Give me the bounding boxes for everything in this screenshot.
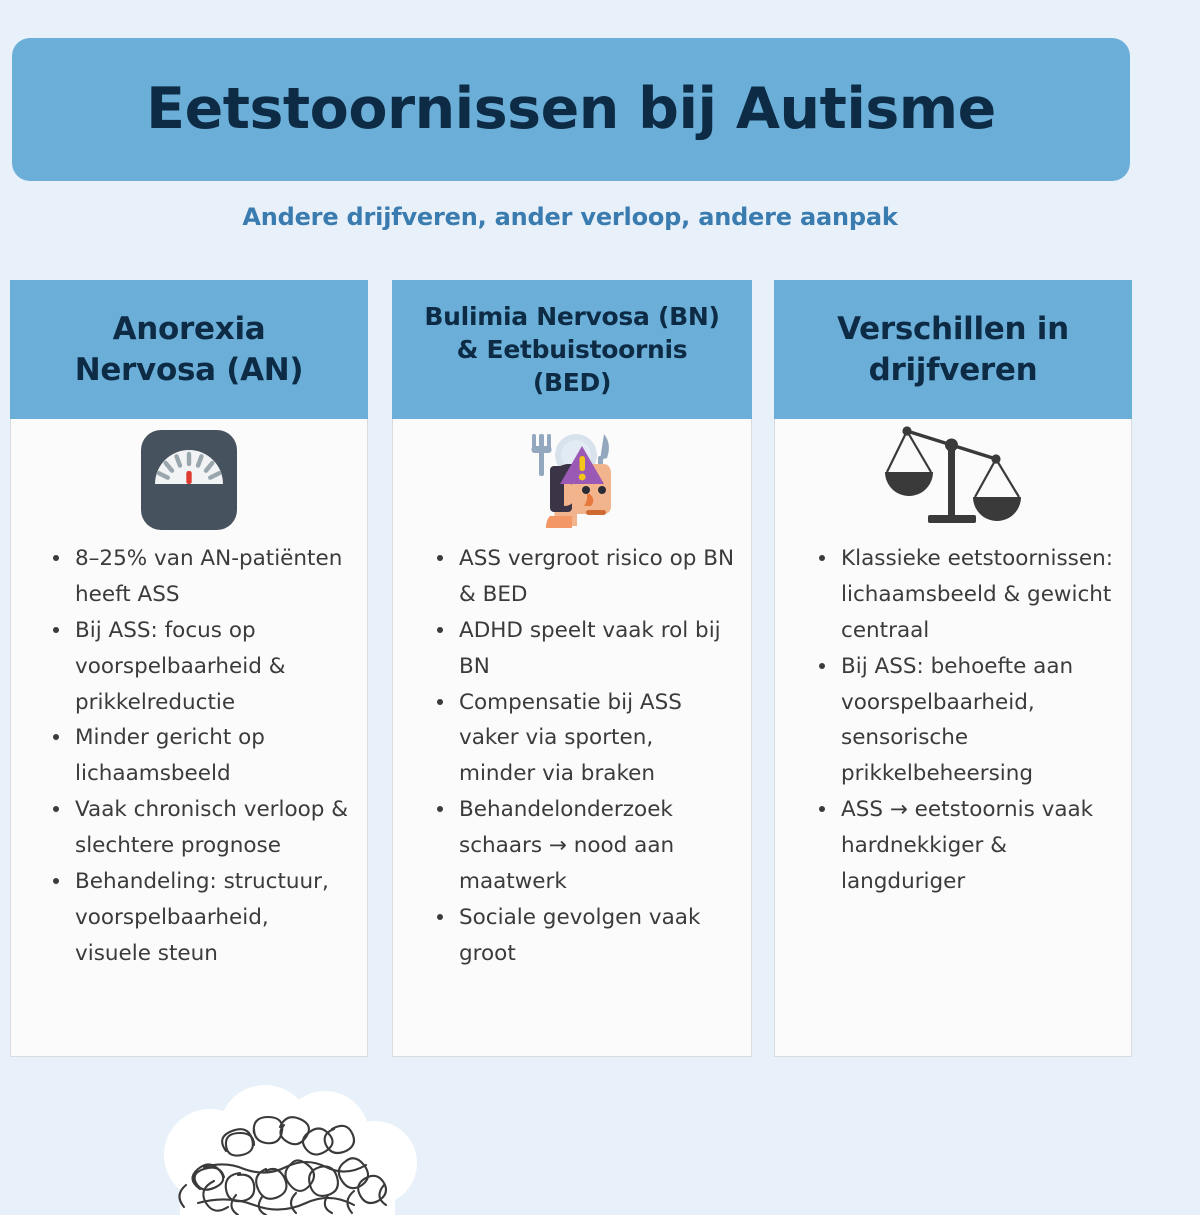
tangled-scribble-cloud xyxy=(140,1085,440,1215)
card-header-line1: Bulimia Nervosa (BN) xyxy=(424,302,720,331)
list-item: Bij ASS: behoefte aan voorspelbaarheid, sensorische prikkelbeheersing xyxy=(819,649,1121,793)
list-item: Sociale gevolgen vaak groot xyxy=(437,900,735,972)
bullet-list-verschillen xyxy=(775,541,1131,900)
list-item: Bij ASS: focus op voorspelbaarheid & prikkelreductie xyxy=(53,613,351,721)
card-header-line1: Verschillen in xyxy=(837,310,1069,347)
card-header-anorexia xyxy=(10,280,368,419)
card-header-line1: Anorexia xyxy=(112,310,266,347)
list-item: Minder gericht op lichaamsbeeld xyxy=(53,720,351,792)
page-subtitle: Andere drijfveren, ander verloop, andere aanpak xyxy=(242,203,898,231)
list-item: Behandeling: structuur, voorspelbaarheid, visuele steun xyxy=(53,864,351,972)
page-title: Eetstoornissen bij Autisme xyxy=(146,75,996,142)
card-header-line2: & Eetbuistoornis xyxy=(456,335,688,364)
bathroom-scale-icon xyxy=(11,419,367,541)
cards-row xyxy=(0,281,1200,1061)
card-header-bulimia xyxy=(392,280,752,419)
bullet-list-anorexia xyxy=(11,541,367,972)
bullet-list-bulimia xyxy=(393,541,751,972)
card-header-line3: (BED) xyxy=(532,368,612,397)
balance-scales-icon xyxy=(775,419,1131,541)
card-verschillen-drijfveren xyxy=(774,281,1132,1057)
eating-disorder-head-icon xyxy=(393,419,751,541)
title-banner xyxy=(12,38,1130,181)
list-item: Compensatie bij ASS vaker via sporten, minder via braken xyxy=(437,685,735,793)
list-item: ASS → eetstoornis vaak hardnekkiger & langduriger xyxy=(819,792,1121,900)
card-anorexia-nervosa xyxy=(10,281,368,1057)
list-item: Klassieke eetstoornissen: lichaamsbeeld & gewicht centraal xyxy=(819,541,1121,649)
list-item: Vaak chronisch verloop & slechtere prognose xyxy=(53,792,351,864)
list-item: ASS vergroot risico op BN & BED xyxy=(437,541,735,613)
list-item: ADHD speelt vaak rol bij BN xyxy=(437,613,735,685)
list-item: 8–25% van AN-patiënten heeft ASS xyxy=(53,541,351,613)
card-header-line2: Nervosa (AN) xyxy=(74,351,304,388)
card-header-verschillen xyxy=(774,280,1132,419)
list-item: Behandelonderzoek schaars → nood aan maatwerk xyxy=(437,792,735,900)
card-bulimia-bed xyxy=(392,281,752,1057)
card-header-line2: drijfveren xyxy=(868,351,1038,388)
